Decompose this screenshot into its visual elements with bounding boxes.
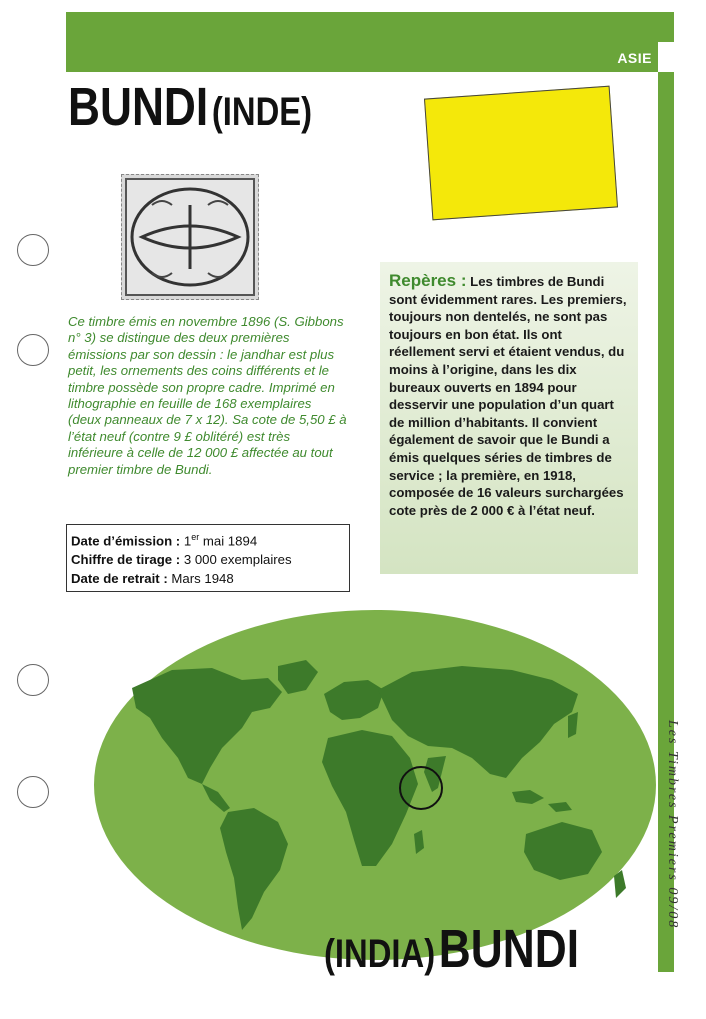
title-main: BUNDI [68, 77, 209, 137]
bottom-title-main: BUNDI [438, 919, 580, 979]
title-sub: (INDE) [211, 90, 313, 134]
emission-date-row [71, 528, 345, 550]
info-box [66, 524, 350, 592]
side-text [664, 720, 684, 970]
publication-label: Les Timbres Premiers 09/08 [665, 720, 680, 930]
top-green-band [66, 12, 674, 42]
stamp-image [121, 174, 259, 300]
retrait-value: Mars 1948 [167, 571, 234, 587]
reperes-text: Les timbres de Bundi sont évidemment rares. Les premiers, toujours non dentelés, ne sont pas toujours en bon état. Ils ont réellement servi et étaient vendus, du moins à l’origine, dans les dix bureaux ouverts en 1894 pour desservir une population d’un quart de million d’habitants. Il convient également de savoir que le Bundi a émis quelques séries de timbres de service ; la première, en 1918, composée de 16 valeurs surchargées cote près de 2 000 € à l’état neuf. [389, 274, 627, 518]
retrait-label: Date de retrait : [71, 571, 168, 587]
page-title [68, 76, 312, 138]
yellow-label-area [424, 86, 618, 221]
reperes-box [380, 262, 638, 574]
emission-rest: mai 1894 [199, 533, 258, 549]
tirage-label: Chiffre de tirage : [71, 552, 181, 568]
emission-sup: er [191, 532, 200, 542]
emission-day: 1 [183, 533, 192, 549]
binder-hole [17, 776, 49, 808]
binder-hole [17, 234, 49, 266]
tirage-value: 3 000 exemplaires [180, 552, 292, 568]
stamp-drawing [122, 175, 258, 299]
world-map-drawing [92, 608, 658, 962]
bottom-title [324, 918, 579, 980]
binder-hole [17, 664, 49, 696]
stamp-description: Ce timbre émis en novembre 1896 (S. Gibbons n° 3) se distingue des deux premières émissions par son dessin : le jandhar est plus petit, les ornements des coins différents et le timbre possède son propre cadre. Imprimé en lithographie en feuille de 168 exemplaires (deux panneaux de 7 x 12). Sa cote de 5,50 £ à l’état neuf (contre 9 £ oblitéré) est très inférieure à celle de 12 000 £ affectée au tout premier timbre de Bundi. [68, 314, 347, 477]
world-map [92, 608, 658, 962]
reperes-heading: Repères : [389, 271, 467, 290]
binder-hole [17, 334, 49, 366]
bottom-title-sub: (INDIA) [324, 932, 436, 976]
emission-label: Date d’émission : [71, 533, 181, 549]
region-label: ASIE [617, 50, 652, 66]
withdrawal-row [71, 569, 345, 588]
print-run-row [71, 550, 345, 569]
header-band [66, 42, 658, 72]
